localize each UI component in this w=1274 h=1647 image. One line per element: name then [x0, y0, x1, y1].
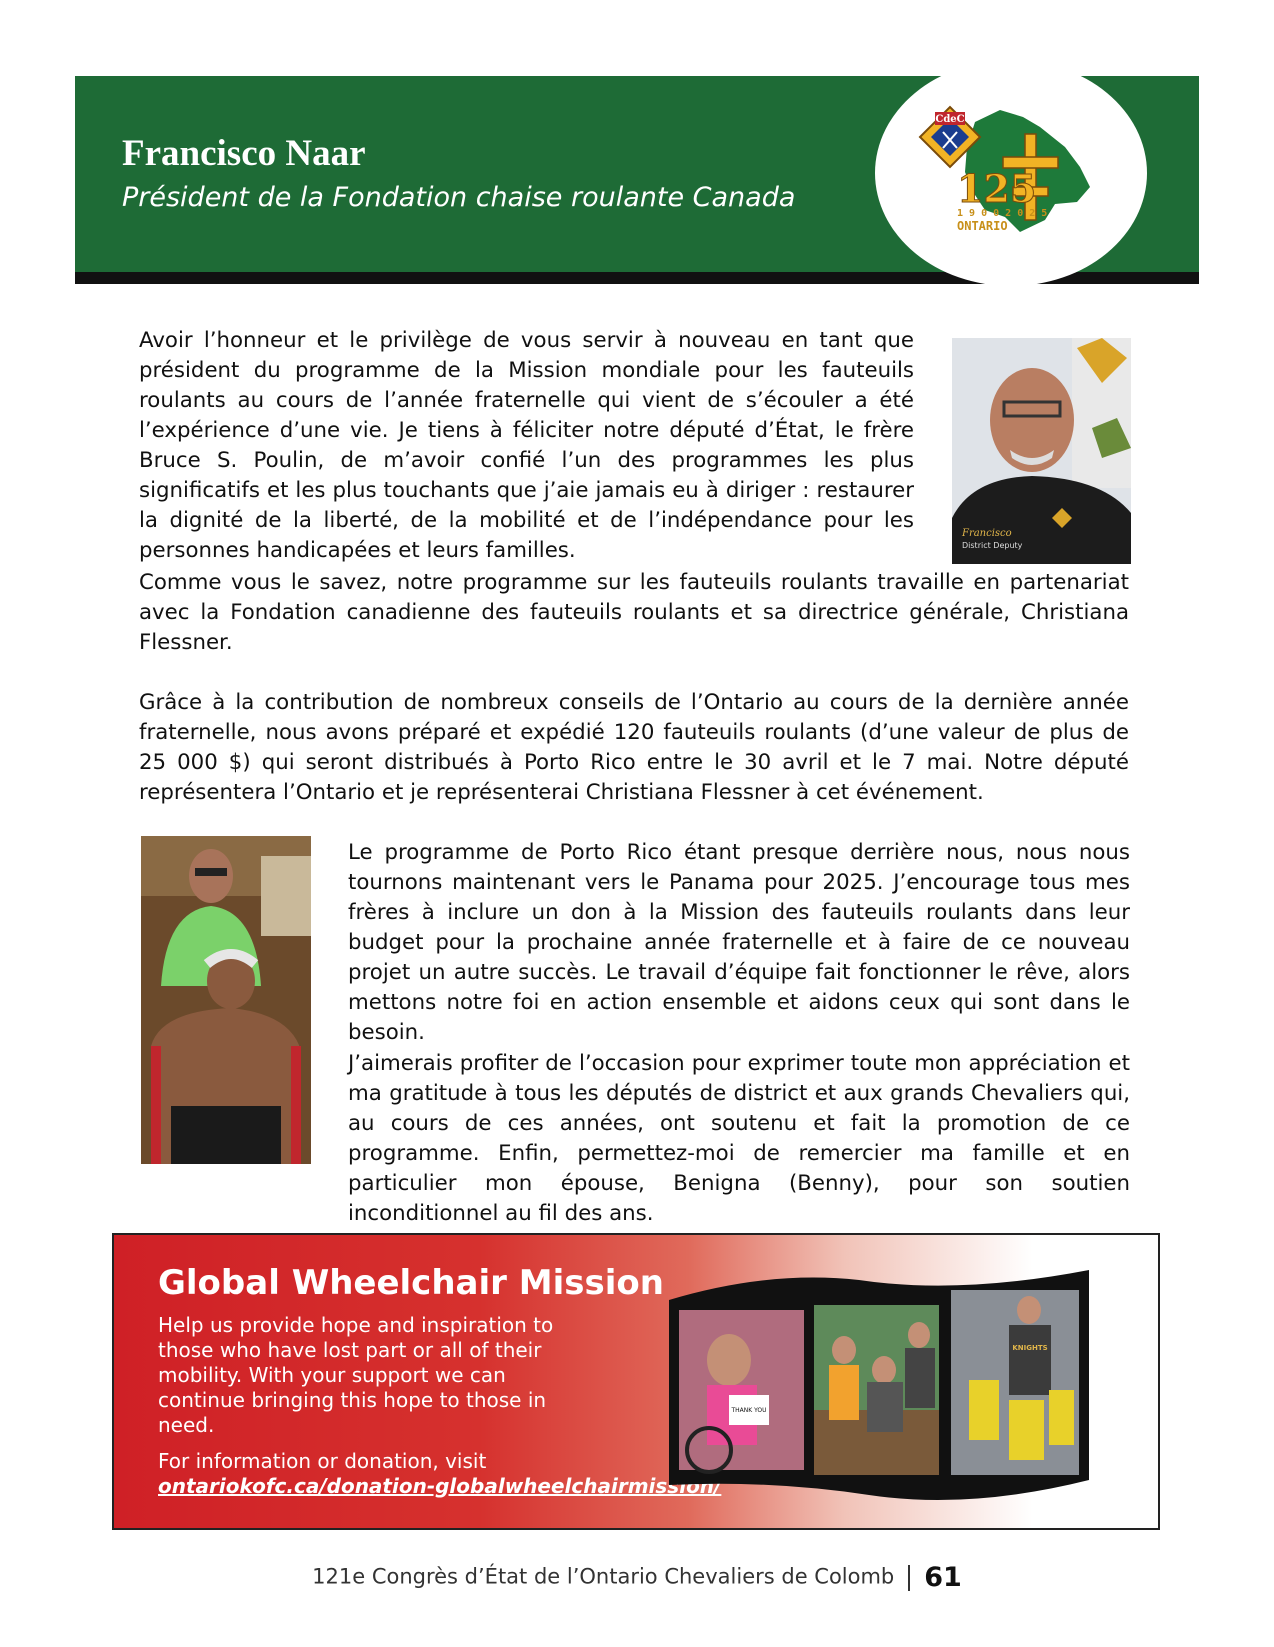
- author-name: Francisco Naar: [122, 133, 366, 174]
- footer-divider: [908, 1565, 910, 1591]
- page-number: 61: [924, 1562, 962, 1593]
- kofc-ontario-125-logo: [905, 92, 1115, 252]
- filmstrip-photos: [669, 1270, 1089, 1510]
- page-footer: [0, 1562, 1274, 1593]
- logo-number: 125: [957, 166, 1037, 211]
- author-role: Président de la Fondation chaise roulante Canada: [122, 182, 796, 213]
- footer-text: 121e Congrès d’État de l’Ontario Chevaliers de Colomb: [312, 1564, 895, 1589]
- donation-link[interactable]: ontariokofc.ca/donation-globalwheelchairmission/: [158, 1474, 722, 1498]
- paragraph-5: J’aimerais profiter de l’occasion pour exprimer toute mon appréciation et ma gratitude à tous les députés de district et aux grands Chevaliers qui, au cours de ces années, ont soutenu et fait la promotion de ce programme. Enfin, permettez-moi de remercier ma famille et en particulier mon épouse, Benigna (Benny), pour son soutien inconditionnel au fil des ans.: [348, 1051, 1130, 1226]
- svg-text:District Deputy: District Deputy: [962, 541, 1023, 550]
- global-wheelchair-mission-banner: [112, 1233, 1160, 1530]
- svg-text:THANK YOU: THANK YOU: [731, 1407, 767, 1414]
- paragraph-4: Le programme de Porto Rico étant presque derrière nous, nous nous tournons maintenant vers le Panama pour 2025. J’encourage tous mes frères à inclure un don à la Mission des fauteuils roulants dans leur budget pour la prochaine année fraternelle et à faire de ce nouveau projet un autre succès. Le travail d’équipe fait fonctionner le rêve, alors mettons notre foi en action ensemble et aidons ceux qui sont dans le besoin.: [348, 840, 1130, 1045]
- banner-text: Help us provide hope and inspiration to those who have lost part or all of their mobility. With your support we can continue bringing this hope to those in need.: [158, 1313, 554, 1437]
- svg-text:KNIGHTS: KNIGHTS: [1012, 1344, 1048, 1352]
- svg-text:Francisco: Francisco: [962, 528, 1012, 539]
- paragraph-2: Comme vous le savez, notre programme sur les fauteuils roulants travaille en partenariat avec la Fondation canadienne des fauteuils roulants et sa directrice générale, Christiana Flessner.: [139, 570, 1129, 655]
- logo-region: ONTARIO: [957, 219, 1008, 233]
- portrait-photo: [952, 338, 1131, 564]
- paragraph-3: Grâce à la contribution de nombreux conseils de l’Ontario au cours de la dernière année fraternelle, nous avons préparé et expédié 120 fauteuils roulants (d’une valeur de plus de 25 000 $) qui seront distribués à Porto Rico entre le 30 avril et le 7 mai. Notre député représentera l’Ontario et je représenterai Christiana Flessner à cet événement.: [139, 690, 1129, 805]
- banner-info: For information or donation, visit: [158, 1449, 487, 1473]
- paragraph-1: Avoir l’honneur et le privilège de vous servir à nouveau en tant que président du programme de la Mission mondiale pour les fauteuils roulants au cours de l’année fraternelle qui vient de s’écouler a été l’expérience d’une vie. Je tiens à féliciter notre député d’État, le frère Bruce S. Poulin, de m’avoir confié l’un des programmes les plus significatifs et les plus touchants que j’aie jamais eu à diriger : restaurer la dignité de la liberté, de la mobilité et de l’indépendance pour les personnes handicapées et leurs familles.: [139, 328, 914, 563]
- svg-text:CdeC: CdeC: [935, 114, 965, 125]
- wheelchair-recipient-photo: [141, 836, 311, 1164]
- banner-title: Global Wheelchair Mission: [158, 1263, 664, 1303]
- logo-years: 1 9 0 0 2 0 2 5: [957, 208, 1048, 219]
